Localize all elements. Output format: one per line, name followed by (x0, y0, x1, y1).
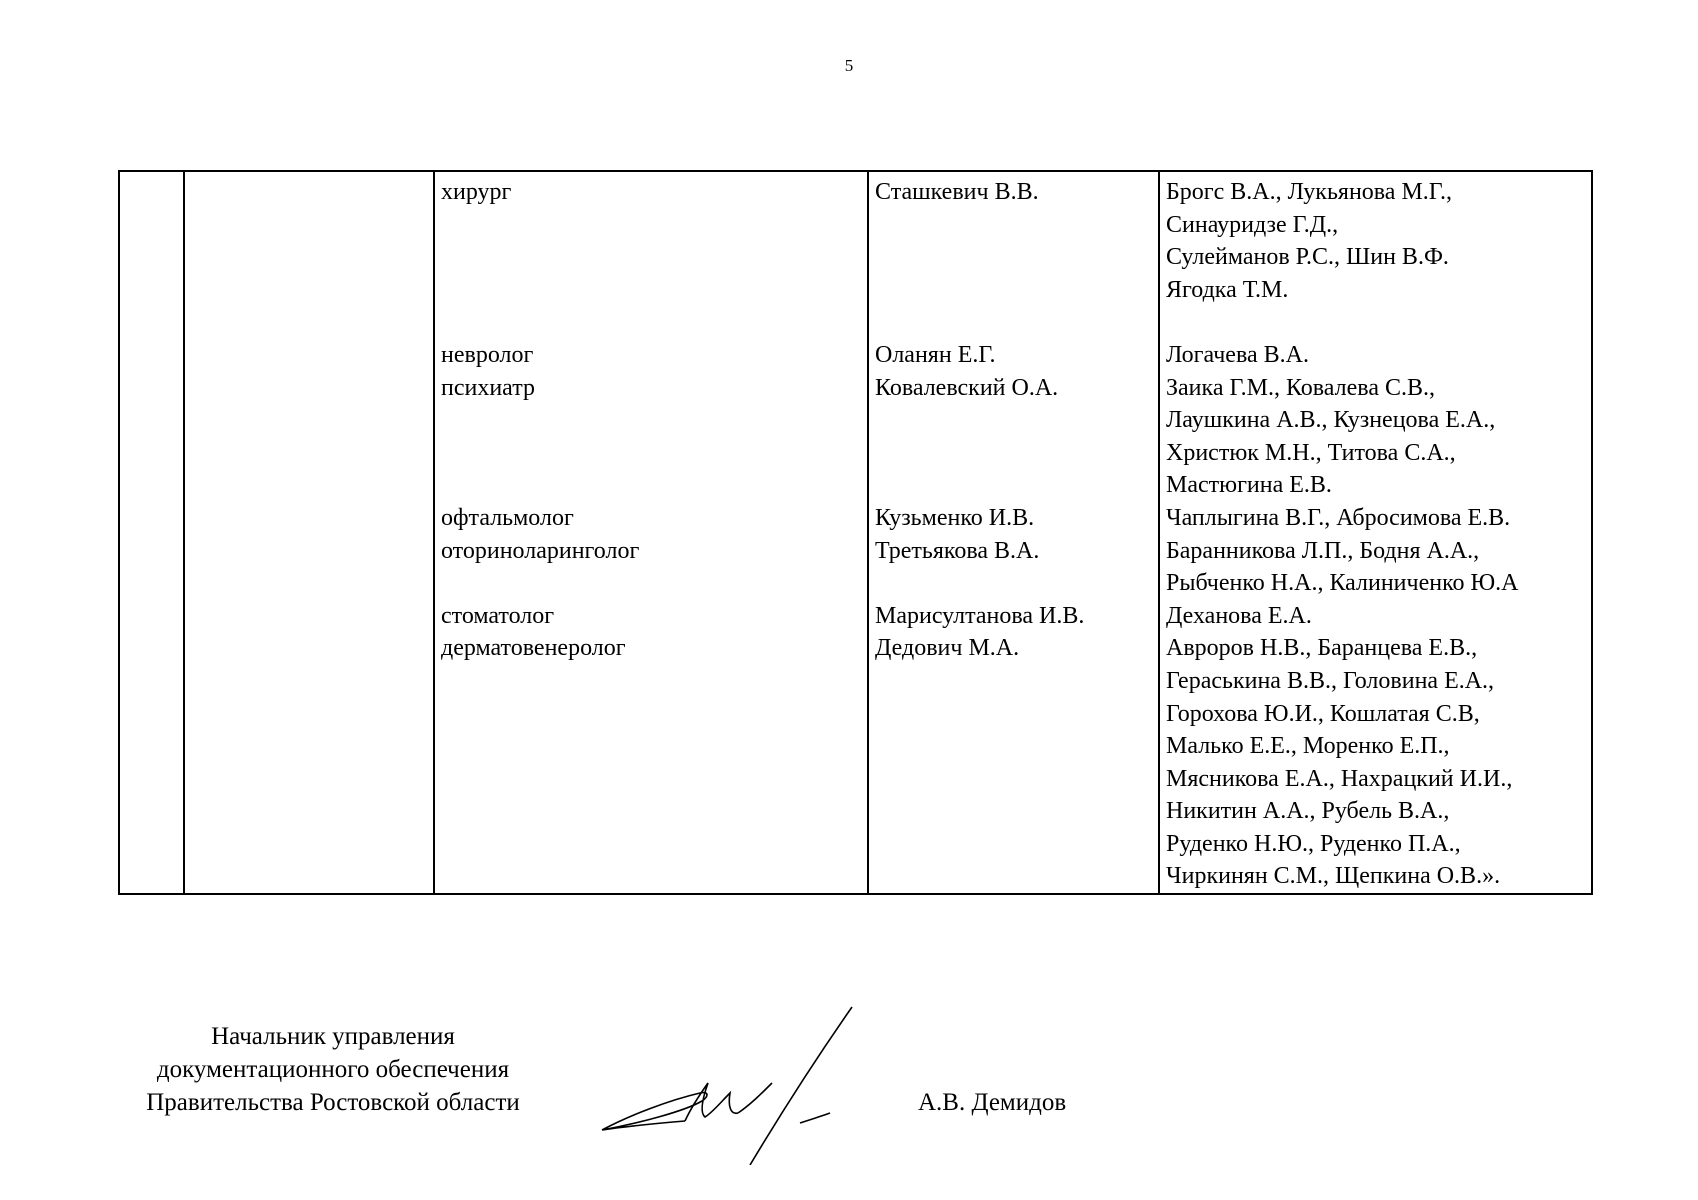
chair-list (869, 172, 1158, 893)
blank-line (875, 860, 1158, 893)
cell-line: Малько Е.Е., Моренко Е.П., (1166, 733, 1450, 760)
cell-line: Чиркинян С.М., Щепкина О.В.». (1166, 863, 1501, 890)
cell-line: офтальмолог (441, 504, 574, 531)
assignment-table (118, 170, 1593, 895)
blank-line (441, 404, 867, 437)
cell-line: психиатр (441, 374, 535, 401)
blank-line (441, 828, 867, 861)
cell-line: стоматолог (441, 602, 555, 629)
cell-line: Баранникова Л.П., Бодня А.А., (1166, 537, 1480, 564)
cell-line: Горохова Ю.И., Кошлатая С.В, (1166, 700, 1480, 727)
cell-line: Заика Г.М., Ковалева С.В., (1166, 374, 1435, 401)
cell-line: хирург (441, 179, 512, 205)
cell-line: Гераськина В.В., Головина Е.А., (1166, 667, 1495, 694)
cell-line: Ковалевский О.А. (875, 374, 1059, 401)
signatory-name: А.В. Демидов (918, 1089, 1067, 1116)
blank-line (441, 306, 867, 339)
blank-line (875, 828, 1158, 861)
table-cell-organization (184, 171, 434, 894)
blank-line (875, 306, 1158, 339)
blank-line (875, 274, 1158, 307)
cell-line: Лаушкина А.В., Кузнецова Е.А., (1166, 407, 1496, 434)
specialty-list (435, 172, 867, 893)
blank-line (1166, 306, 1591, 339)
blank-line (441, 860, 867, 893)
blank-line (875, 404, 1158, 437)
blank-line (875, 665, 1158, 698)
cell-line: Рыбченко Н.А., Калиниченко Ю.А (1166, 570, 1519, 597)
blank-line (441, 698, 867, 731)
cell-line: Синауридзе Г.Д., (1166, 211, 1339, 238)
cell-line: Кузьменко И.В. (875, 504, 1035, 531)
blank-line (875, 795, 1158, 828)
position-line: Начальник управления (211, 1023, 455, 1050)
table-row (119, 171, 1592, 894)
cell-line: Ягодка Т.М. (1166, 276, 1289, 303)
table-cell-chair (868, 171, 1159, 894)
cell-line: Третьякова В.А. (875, 537, 1040, 564)
cell-line: Христюк М.Н., Титова С.А., (1166, 439, 1456, 466)
blank-line (875, 763, 1158, 796)
cell-line: Деханова Е.А. (1166, 602, 1312, 629)
cell-line: Марисултанова И.В. (875, 602, 1085, 629)
cell-line: Брогс В.А., Лукьянова М.Г., (1166, 179, 1452, 205)
blank-line (441, 795, 867, 828)
blank-line (875, 241, 1158, 274)
cell-line: Дедович М.А. (875, 635, 1020, 662)
table-cell-specialty (434, 171, 868, 894)
blank-line (441, 274, 867, 307)
blank-line (441, 209, 867, 242)
blank-line (441, 469, 867, 502)
blank-line (875, 698, 1158, 731)
blank-line (441, 763, 867, 796)
cell-line: Руденко Н.Ю., Руденко П.А., (1166, 830, 1461, 857)
blank-line (441, 665, 867, 698)
table-cell-members (1159, 171, 1592, 894)
page-number: 5 (844, 56, 854, 75)
table-cell-number (119, 171, 184, 894)
cell-line: Мясникова Е.А., Нахрацкий И.И., (1166, 765, 1513, 792)
blank-line (875, 469, 1158, 502)
members-list (1160, 172, 1591, 893)
blank-line (441, 437, 867, 470)
cell-line: невролог (441, 341, 534, 368)
blank-line (441, 730, 867, 763)
blank-line (875, 437, 1158, 470)
blank-line (441, 241, 867, 274)
cell-line: Никитин А.А., Рубель В.А., (1166, 798, 1450, 825)
blank-line (875, 567, 1158, 600)
cell-line: оториноларинголог (441, 537, 640, 564)
signatory-position (118, 1020, 548, 1119)
blank-line (875, 209, 1158, 242)
blank-line (441, 567, 867, 600)
handwritten-signature (590, 1005, 890, 1165)
cell-line: Логачева В.А. (1166, 341, 1309, 368)
position-line: Правительства Ростовской области (146, 1089, 520, 1116)
cell-line: Сулейманов Р.С., Шин В.Ф. (1166, 244, 1449, 271)
cell-line: Чаплыгина В.Г., Абросимова Е.В. (1166, 504, 1511, 531)
blank-line (875, 730, 1158, 763)
cell-line: Оланян Е.Г. (875, 341, 996, 368)
cell-line: Сташкевич В.В. (875, 179, 1039, 205)
cell-line: Авроров Н.В., Баранцева Е.В., (1166, 635, 1478, 662)
cell-line: Мастюгина Е.В. (1166, 472, 1332, 499)
cell-line: дерматовенеролог (441, 635, 626, 662)
position-line: документационного обеспечения (156, 1056, 510, 1083)
